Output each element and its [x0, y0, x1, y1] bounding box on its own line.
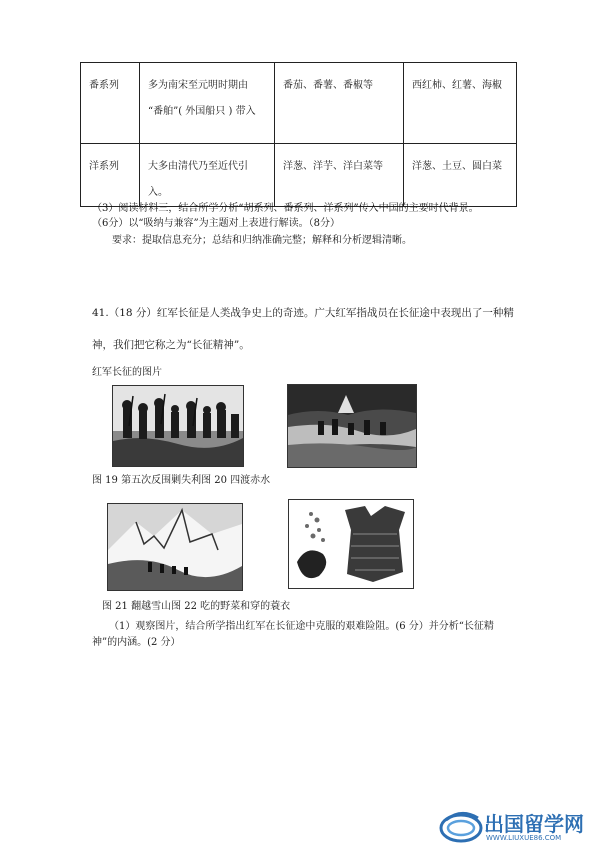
origin-line: 多为南宋至元明时期由: [148, 80, 248, 91]
table-cell-series-name: 番系列: [81, 63, 140, 144]
photo-fifth-campaign: [112, 385, 244, 467]
table-cell-examples: 洋葱、洋芋、洋白菜等: [275, 144, 404, 207]
q41-task-line2: 神”的内涵。(2 分）: [92, 637, 181, 648]
table-row: [81, 144, 517, 207]
photo-section-label: 红军长征的图片: [92, 367, 162, 378]
table-cell-modern-names: 洋葱、土豆、圆白菜: [404, 144, 517, 207]
origin-line: “番舶”( 外国船只 ) 带入: [148, 106, 256, 117]
q41-intro-line2: 神，我们把它称之为“长征精神”。: [92, 339, 250, 351]
globe-icon: [438, 806, 484, 846]
watermark-brand: 出国留学网: [484, 812, 584, 836]
origin-line: 入。: [148, 187, 168, 198]
table-row: [81, 63, 517, 144]
caption-figures-21-22: 图 21 翻越雪山图 22 吃的野菜和穿的蓑衣: [102, 601, 291, 612]
table-cell-origin: [140, 144, 275, 207]
q40-part3-line1: （3）阅读材料三，结合所学分析“胡系列、番系列、洋系列”传入中国的主要时代背景。: [92, 203, 479, 214]
table-cell-series-name: 洋系列: [81, 144, 140, 207]
photo-chishui-river: [287, 384, 417, 468]
q40-part3-line2: （6分）以“吸纳与兼容”为主题对上表进行解读。（8分）: [92, 218, 340, 229]
caption-figures-19-20: 图 19 第五次反围剿失利图 20 四渡赤水: [92, 475, 271, 486]
q40-requirement: 要求：提取信息充分；总结和归纳准确完整；解释和分析逻辑清晰。: [112, 235, 412, 246]
watermark-url: WWW.LIUXUE86.COM: [486, 834, 562, 842]
origin-line: 大多由清代乃至近代引: [148, 161, 248, 172]
photo-wild-herbs-raincoat: [288, 499, 414, 589]
seed-series-table: [80, 62, 517, 207]
table-cell-examples: 番茄、番薯、番椒等: [275, 63, 404, 144]
site-watermark: [438, 806, 598, 846]
table-cell-origin: [140, 63, 275, 144]
q41-task-line1: （1）观察图片，结合所学指出红军在长征途中克服的艰难险阻。(6 分）并分析“长征精: [109, 621, 494, 632]
q41-intro-line1: 41.（18 分）红军长征是人类战争史上的奇迹。广大红军指战员在长征途中表现出了一种精: [92, 307, 514, 319]
photo-snow-mountain: [107, 503, 243, 591]
table-cell-modern-names: 西红柿、红薯、海椒: [404, 63, 517, 144]
